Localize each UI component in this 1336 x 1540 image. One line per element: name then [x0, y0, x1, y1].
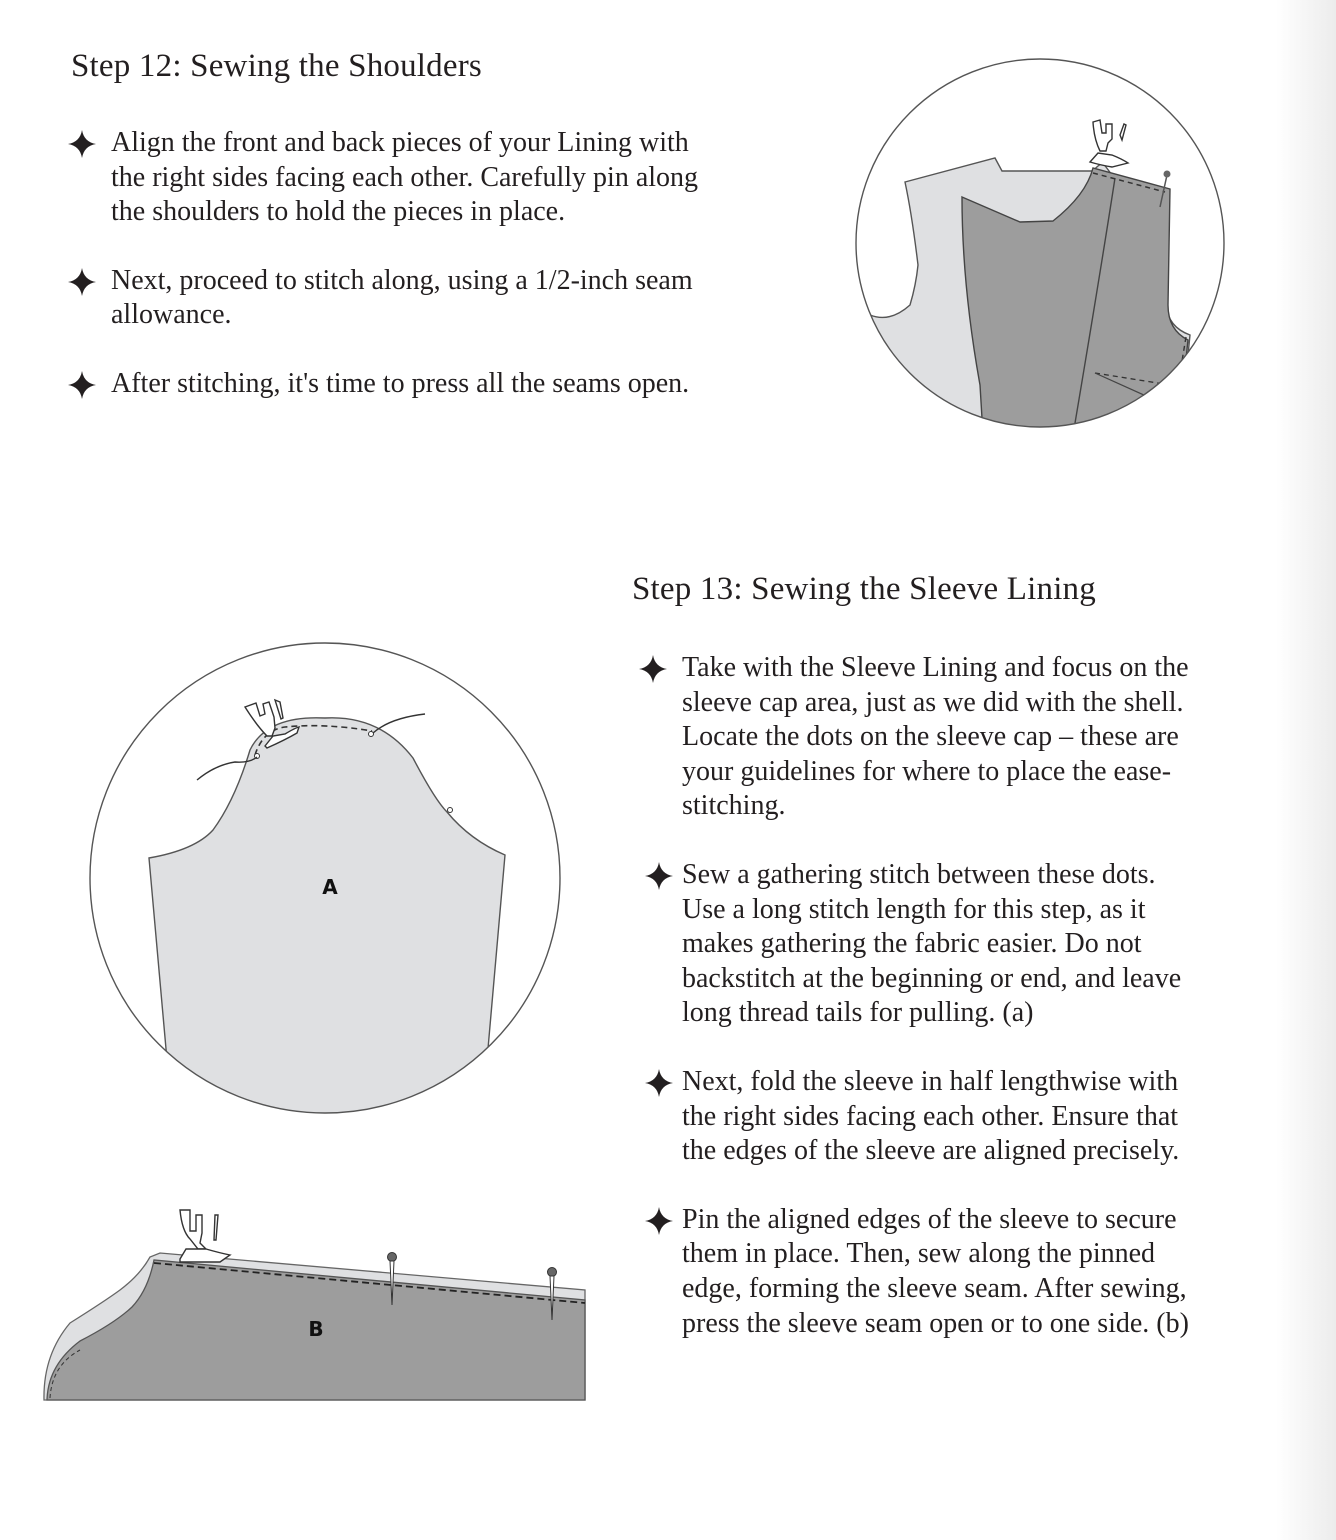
bullet-text: Take with the Sleeve Lining and focus on the sleeve cap area, just as we did with the shell. Locate the dots on the sleeve cap – these are your guidelines for where to place the ease- stitching. — [682, 652, 1189, 822]
list-item — [638, 1203, 1278, 1341]
list-item — [638, 858, 1278, 1031]
four-point-star-icon — [644, 1068, 674, 1098]
step-13-heading: Step 13: Sewing the Sleeve Lining — [632, 571, 1096, 607]
list-item — [638, 651, 1278, 824]
bullet-text: Pin the aligned edges of the sleeve to secure them in place. Then, sew along the pinned edge, forming the sleeve seam. After sewing, press the sleeve seam open or to one side. (b) — [682, 1203, 1189, 1339]
four-point-star-icon — [67, 129, 97, 159]
four-point-star-icon — [67, 370, 97, 400]
bullet-text: Next, proceed to stitch along, using a 1/2-inch seam allowance. — [111, 264, 693, 331]
four-point-star-icon — [644, 1206, 674, 1236]
sleeve-seam-illustration — [40, 1205, 590, 1405]
sleeve-cap-illustration — [85, 640, 565, 1120]
list-item — [67, 264, 787, 333]
step-12-heading: Step 12: Sewing the Shoulders — [71, 48, 482, 84]
list-item — [638, 1065, 1278, 1169]
list-item — [67, 367, 787, 402]
list-item — [67, 126, 787, 230]
step-12-instructions — [67, 126, 787, 402]
sleeve-seam-label: B — [308, 1317, 324, 1341]
four-point-star-icon — [644, 861, 674, 891]
four-point-star-icon — [67, 267, 97, 297]
page-edge-shadow — [1276, 0, 1336, 1540]
step-13-instructions — [638, 651, 1278, 1341]
bullet-text: Sew a gathering stitch between these dots. Use a long stitch length for this step, as it makes gathering the fabric easier. Do not backstitch at the beginning or end, and leave long thread tails for pulling. (a) — [682, 858, 1182, 1029]
bullet-text: Align the front and back pieces of your Lining with the right sides facing each other. Carefully pin along the shoulders to hold the pieces in place. — [111, 127, 699, 228]
shoulder-seam-illustration — [850, 55, 1230, 435]
presser-foot-icon — [1090, 120, 1128, 167]
bullet-text: Next, fold the sleeve in half lengthwise with the right sides facing each other. Ensure that the edges of the sleeve are aligned precisely. — [682, 1065, 1180, 1167]
sleeve-cap-label: A — [322, 875, 338, 899]
four-point-star-icon — [638, 654, 668, 684]
bullet-text: After stitching, it's time to press all the seams open. — [111, 367, 690, 399]
presser-foot-icon — [180, 1210, 230, 1262]
